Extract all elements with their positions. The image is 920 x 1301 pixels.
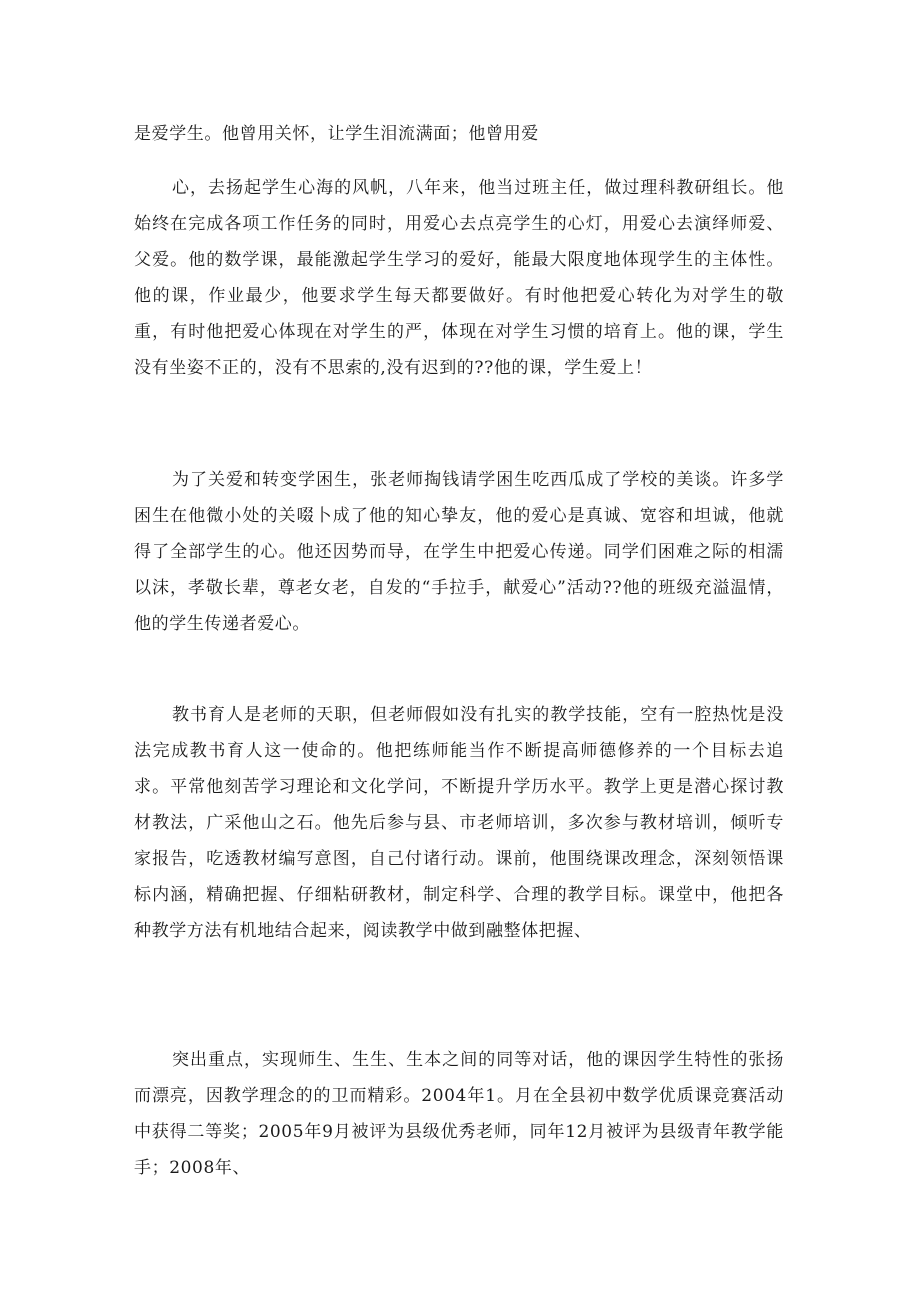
- paragraph-continuation: 是爱学生。他曾用关怀，让学生泪流满面；他曾用爱: [134, 124, 539, 144]
- paragraph-love-students: 心，去扬起学生心海的风帆，八年来，他当过班主任，做过理科教研组长。他始终在完成各项工作任务的同时，用爱心去点亮学生的心灯，用爱心去演绎师爱、父爱。他的数学课，最能激起学生学习的爱好，能最大限度地体现学生的主体性。他的课，作业最少，他要求学生每天都要做好。有时他把爱心转化为对学生的敬重，有时他把爱心体现在对学生的严，体现在对学生习惯的培育上。他的课，学生没有坐姿不正的，没有不思索的,没有迟到的??他的课，学生爱上！: [134, 178, 784, 378]
- paragraph-struggling-students: 为了关爱和转变学困生，张老师掏钱请学困生吃西瓜成了学校的美谈。许多学困生在他微小处的关啜卜成了他的知心挚友，他的爱心是真诚、宽容和坦诚，他就得了全部学生的心。他还因势而导，在学生中把爱心传递。同学们困难之际的相濡以沫，孝敬长辈，尊老女老，自发的“手拉手，献爱心”活动??他的班级充溢温情，他的学生传递者爱心。: [134, 470, 784, 634]
- paragraph-teaching-skills: 教书育人是老师的天职，但老师假如没有扎实的教学技能，空有一腔热忱是没法完成教书育人这一使命的。他把练师能当作不断提高师德修养的一个目标去追求。平常他刻苦学习理论和文化学问，不断提升学历水平。教学上更是潜心探讨教材教法，广采他山之石。他先后参与县、市老师培训，多次参与教材培训，倾听专家报告，吃透教材编写意图，自己付诸行动。课前，他围绕课改理念，深刻领悟课标内涵，精确把握、仔细粘研教材，制定科学、合理的教学目标。课堂中，他把各种教学方法有机地结合起来，阅读教学中做到融整体把握、: [134, 705, 784, 941]
- paragraph-awards: 突出重点，实现师生、生生、生本之间的同等对话，他的课因学生特性的张扬而漂亮，因教学理念的的卫而精彩。2004年1。月在全县初中数学优质课竞赛活动中获得二等奖；2005年9月被评为县级优秀老师，同年12月被评为县级青年教学能手；2008年、: [134, 1050, 784, 1178]
